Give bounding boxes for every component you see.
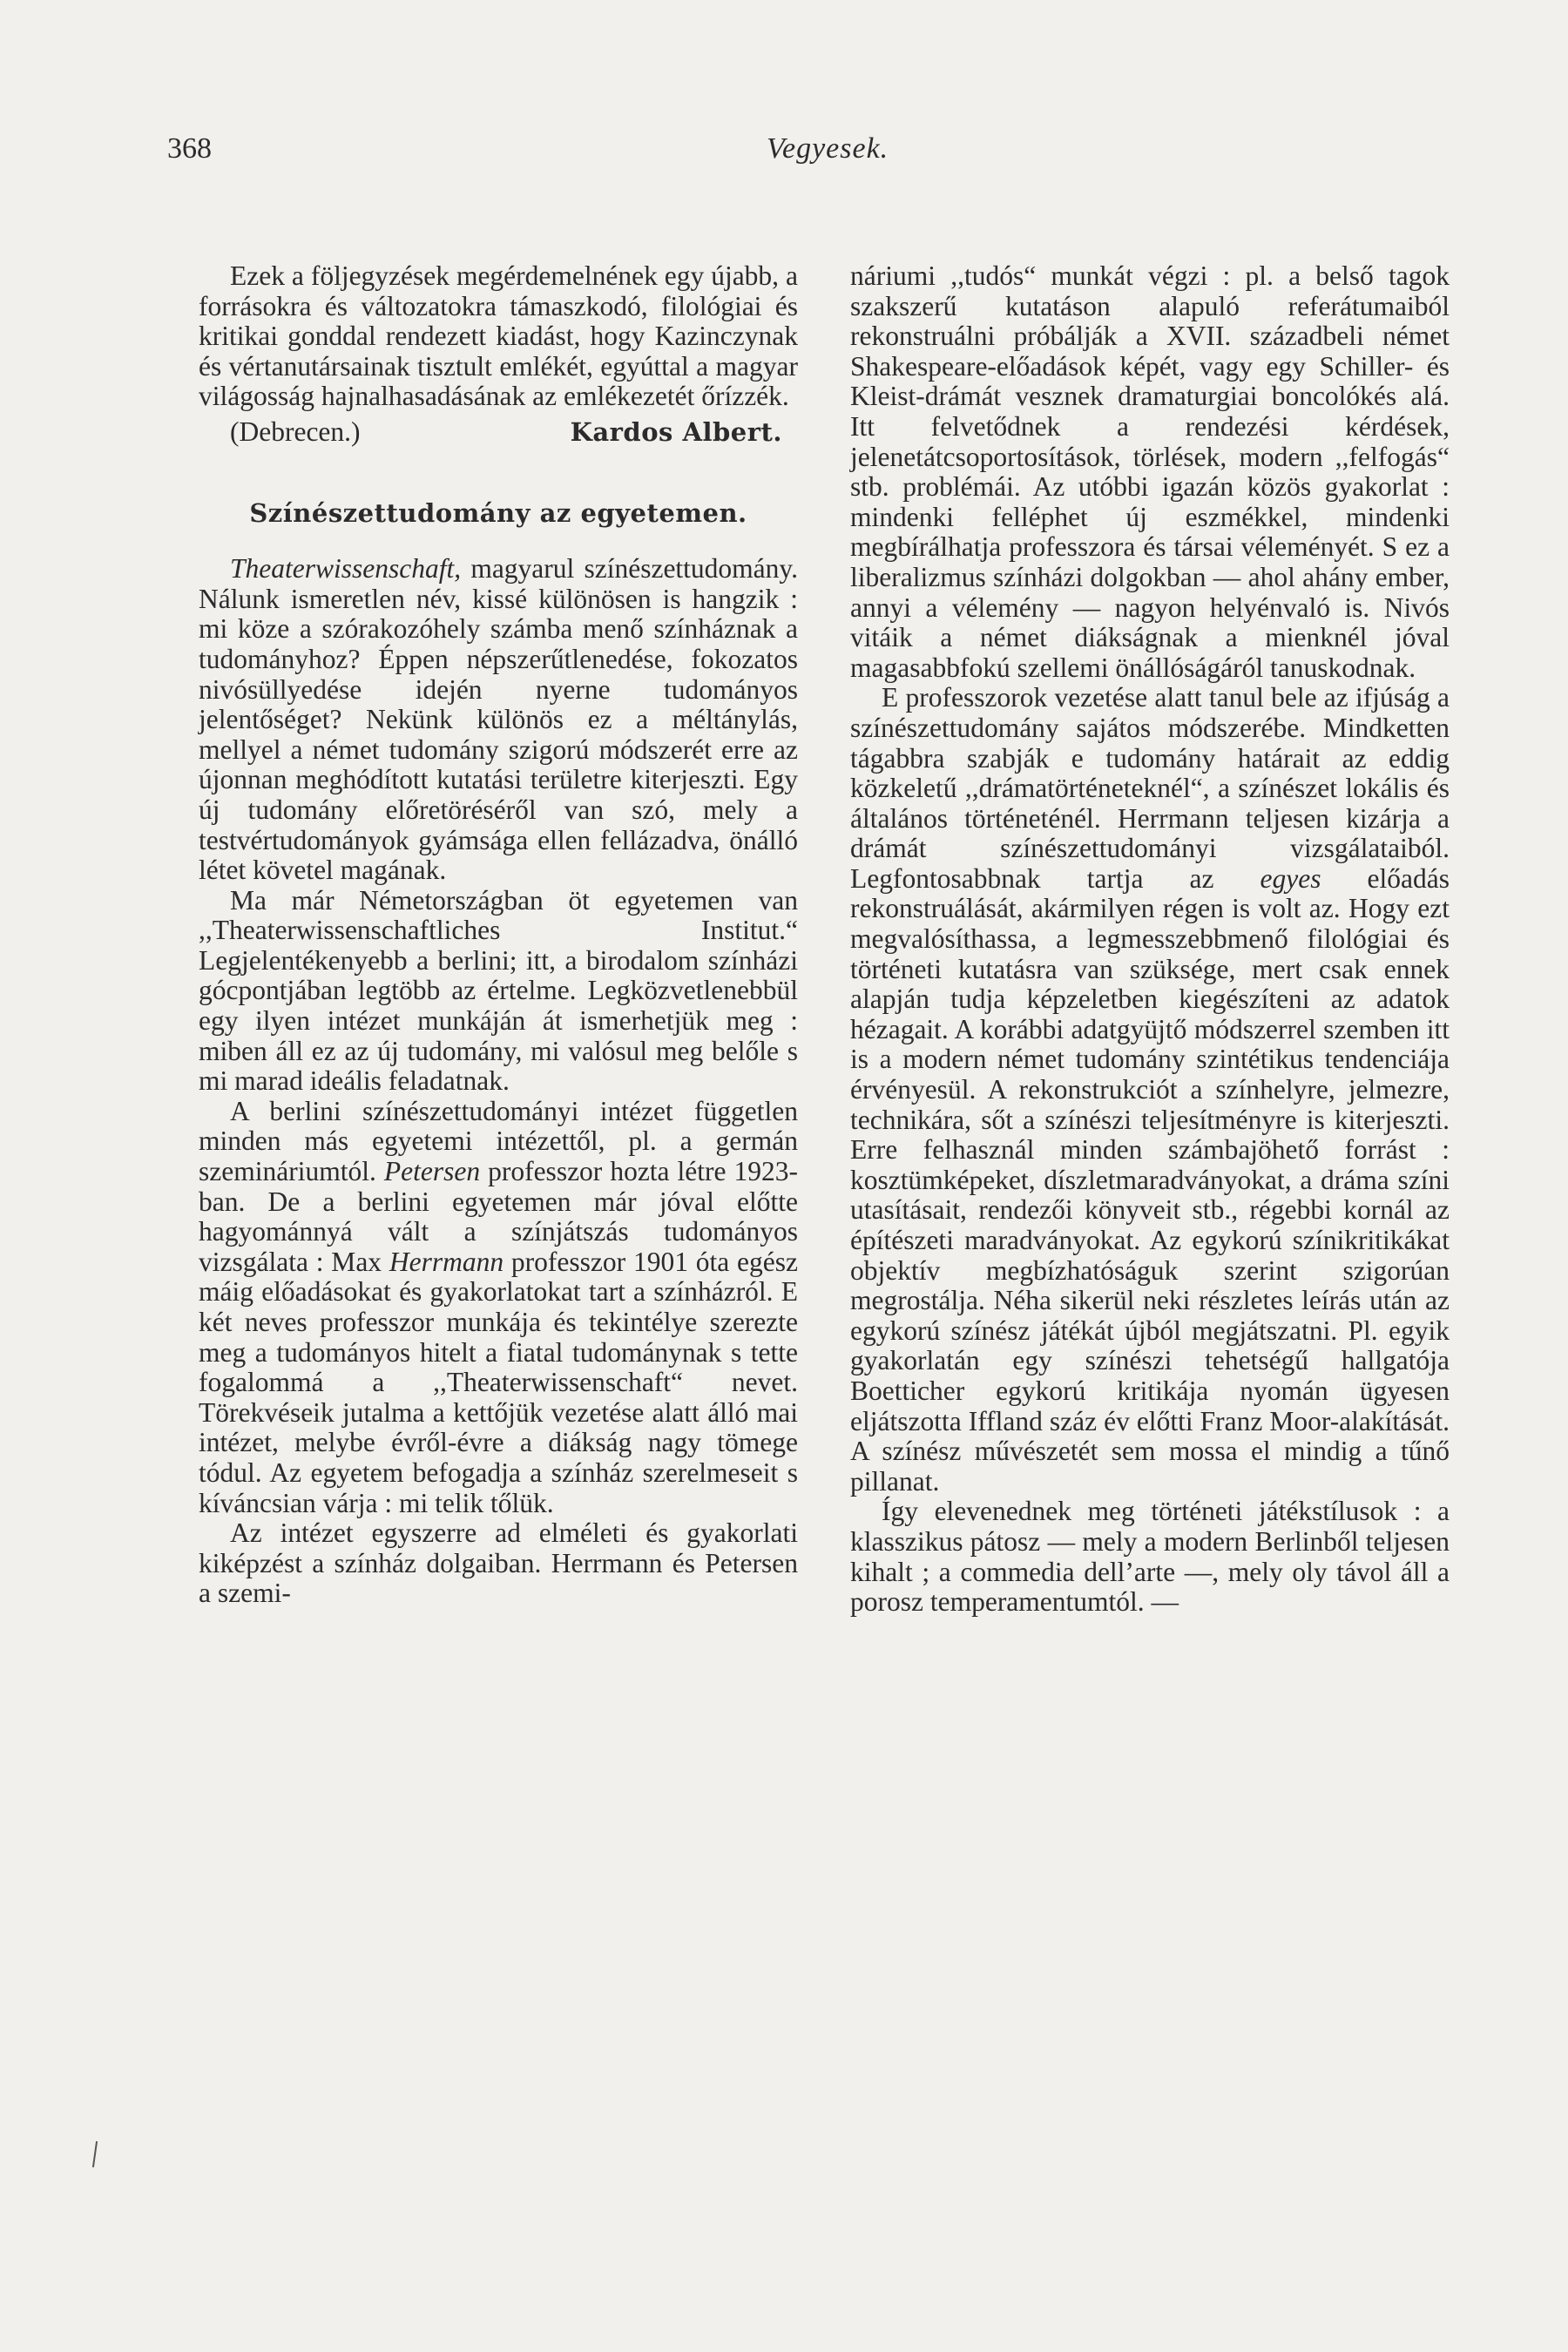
paragraph-text: professzor 1901 óta egész máig előadásokat és gyakorlatokat tart a színházról. E két neves professzor munkája és tekintélye szerezte meg a tudományos hitelt a fiatal tudománynak s tette fogalommá a ,,Theaterwissenschaft“ nevet. Törekvéseik jutalma a kettőjük vezetése alatt álló mai intézet, melybe évről-évre a diákság nagy tömege tódul. Az egyetem befogadja a színház szerelmeseit s kíváncsian várja : mi telik tőlük. bbox=[199, 1246, 798, 1518]
paragraph-text: A berlini színészettudományi intézet független minden más egyetemi intézettől, pl. a germán szemináriumtól. bbox=[199, 1095, 798, 1187]
paragraph-jatekstilusok: Így elevenednek meg történeti játékstílusok : a klasszikus pátosz — mely a modern Berlinből teljesen kihalt ; a commedia dell’arte —, mely oly távol áll a porosz temperamentumtól. — bbox=[850, 1496, 1450, 1618]
margin-pencil-mark bbox=[92, 2141, 98, 2167]
signature-author: Kardos Albert. bbox=[570, 416, 782, 447]
section-title-main: Színészettudomány bbox=[249, 497, 531, 528]
signature-place: (Debrecen.) bbox=[230, 416, 361, 447]
paragraph-text: professzor hozta létre 1923-ban. De a berlini egyetemen már jóval előtte hagyománnyá vált a színjátszás tudományos vizsgálata : Max bbox=[199, 1156, 799, 1277]
running-title: Vegyesek. bbox=[767, 132, 889, 165]
signature bbox=[199, 417, 798, 448]
paragraph-text: magyarul színészettudomány. Nálunk ismeretlen név, kissé különösen is hangzik : mi köze a szórakozóhely számba menő színháznak a tudományhoz? Éppen népszerűtlenedése, fokozatos nivósüllyedése idején nyerne tudományos jelentőséget? Nekünk különös ez a méltánylás, mellyel a német tudomány szigorú módszerét erre az újonnan meghódított kutatási területre kiterjeszti. Egy új tudomány előretöréséről van szó, mely a testvértudományok gyámsága ellen fellázadva, önálló létet követel magának. bbox=[199, 553, 798, 886]
right-column bbox=[850, 261, 1450, 1618]
italic-name-petersen: Petersen bbox=[383, 1156, 481, 1187]
page-header bbox=[0, 132, 1568, 176]
paragraph-text: előadás rekonstruálását, akármilyen régen is volt az. Hogy ezt megvalósíthassa, a legmesszebbmenő filológiai és történeti kutatásra van szüksége, mert csak ennek alapján tudja képzeletben kiegészíteni az adatok hézagait. A korábbi adatgyüjtő módszerrel szemben itt is a modern német tudomány szintétikus tendenciája érvényesül. A rekonstrukciót a színhelyre, jelmezre, technikára, sőt a színészi teljesítményre is kiterjeszti. Erre felhasznál minden számbajöhető forrást : kosztümképeket, díszletmaradványokat, a dráma színi utasításait, rendezői könyveit stb., régebbi kornál az építészeti maradványokat. Az egykorú színikritikákat objektív megbízhatóságuk szerint szigorúan megrostálja. Néha sikerül neki részletes leírás után az egykorú színész játékát újból megjátszatni. Pl. egyik gyakorlatán egy színészi tehetségű hallgatója Boetticher egykorú kritikája nyomán ügyesen eljátszotta Iffland száz év előtti Franz Moor-alakítását. A színész művészetét sem mossa el mindig a tűnő pillanat. bbox=[850, 862, 1450, 1497]
paragraph-szeminariumi: náriumi ,,tudós“ munkát végzi : pl. a belső tagok szakszerű kutatáson alapuló referátumaiból rekonstruálni próbálják a XVII. századbeli német Shakespeare-előadások képét, vagy egy Schiller- és Kleist-drámát vesznek dramaturgiai boncolókés alá. Itt felvetődnek a rendezési kérdések, jelenetátcsoportosítások, törlések, modern ,,felfogás“ stb. problémái. Az utóbbi igazán közös gyakorlat : mindenki felléphet új eszmékkel, mindenki megbírálhatja professzora és társai véleményét. S ez a liberalizmus színházi dolgokban — ahol ahány ember, annyi a vélemény — nagyon helyénvaló is. Nivós vitáik a német diákságnak a mienknél jóval magasabbfokú szellemi önállóságáról tanuskodnak. bbox=[850, 260, 1450, 683]
paragraph-intezet-kepzes: Az intézet egyszerre ad elméleti és gyakorlati kiképzést a színház dolgaiban. Herrmann és Petersen a szemi- bbox=[199, 1517, 798, 1609]
intro-paragraph: Ezek a följegyzések megérdemelnének egy újabb, a forrásokra és változatokra támaszkodó, filológiai és kritikai gonddal rendezett kiadást, hogy Kazinczynak és vértanutársainak tisztult emlékét, egyúttal a magyar világosság hajnalhasadásának az emlékezetét őrízzék. bbox=[199, 260, 798, 412]
paragraph-nemetorszag: Ma már Németországban öt egyetemen van ,,Theaterwissenschaftliches Institut.“ Legjelentékenyebb a berlini; itt, a birodalom színházi gócpontjában legtöbb az értelme. Legközvetlenebbül egy ilyen intézet munkáján át ismerhetjük meg : miben áll ez az új tudomány, mi valósul meg belőle s mi marad ideális feladatnak. bbox=[199, 884, 798, 1097]
page-number: 368 bbox=[167, 132, 212, 165]
italic-word-egyes: egyes bbox=[1260, 862, 1321, 894]
paragraph-professzorok bbox=[850, 683, 1450, 1497]
section-title bbox=[199, 498, 798, 529]
section-title-rest: az egyetemen. bbox=[539, 497, 747, 528]
italic-term: Theaterwissenschaft, bbox=[230, 553, 462, 585]
italic-name-herrmann: Herrmann bbox=[389, 1246, 504, 1277]
left-column bbox=[199, 261, 798, 1609]
paragraph-text: E professzorok vezetése alatt tanul bele az ifjúság a színészettudomány sajátos módszerébe. Mindketten tágabbra szabják e tudomány határait az eddig közkeletű ,,drámatörténeteknél“, a színészet lokális és általános történeténél. Herrmann teljesen kizárja a drámát színészettudományi vizsgálataiból. Legfontosabbnak tartja az bbox=[850, 682, 1450, 894]
paragraph-berlini-intezet bbox=[199, 1097, 798, 1518]
paragraph-theaterwissenschaft bbox=[199, 554, 798, 886]
